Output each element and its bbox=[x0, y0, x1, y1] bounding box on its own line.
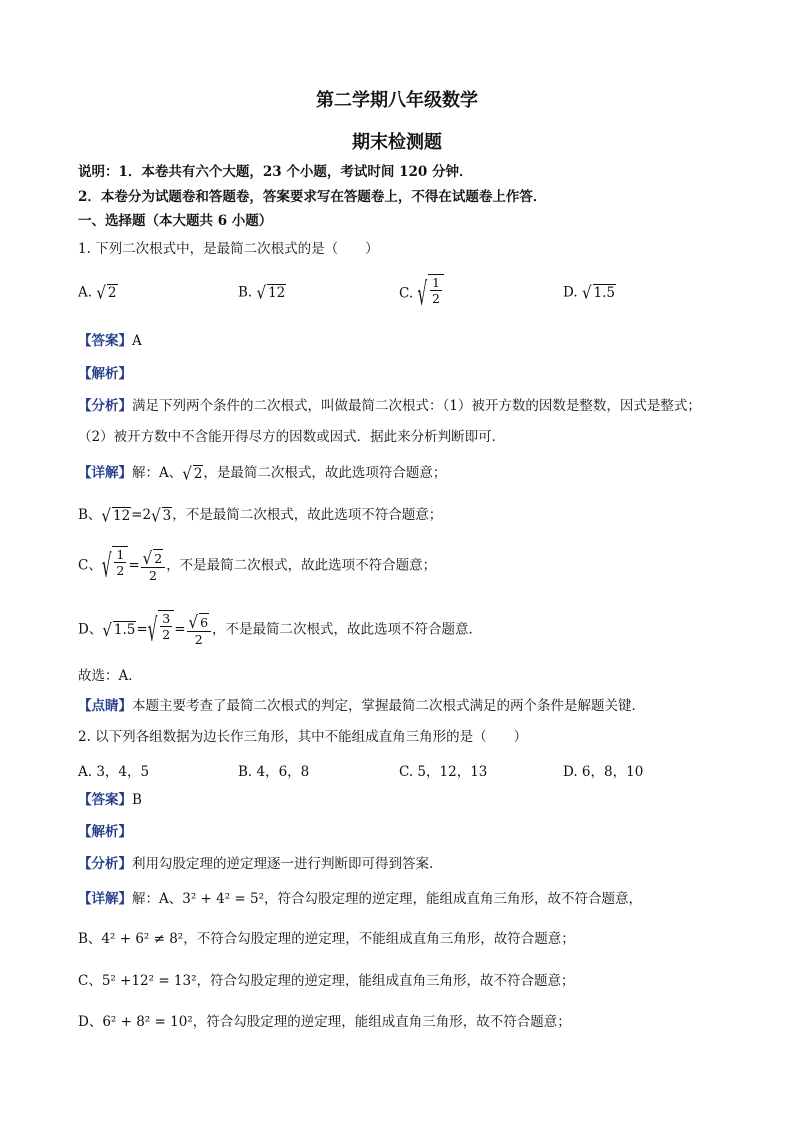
sqrt-expression: √ 2 bbox=[182, 463, 203, 484]
q2-option-d: D. 6，8，10 bbox=[563, 764, 644, 780]
section-heading: 一、选择题（本大题共 6 小题） bbox=[78, 213, 273, 229]
q1-stem: 1. 下列二次根式中，是最简二次根式的是（ ） bbox=[78, 241, 379, 257]
sqrt-expression: √ $\frac{3}{2}$ bbox=[148, 610, 175, 650]
q1-dianjing: 【点睛】本题主要考查了最简二次根式的判定，掌握最简二次根式满足的两个条件是解题关键． bbox=[78, 698, 645, 714]
q2-detail-a: 【详解】解：A、3² + 4² = 5²，符合勾股定理的逆定理，能组成直角三角形，故不符合题意， bbox=[78, 891, 643, 907]
fraction: √ 6 2 bbox=[187, 613, 212, 647]
q2-option-b: B. 4，6，8 bbox=[238, 764, 310, 780]
fraction: √ 2 2 bbox=[141, 549, 166, 583]
note-line-1: 说明：1．本卷共有六个大题，23 个小题，考试时间 120 分钟． bbox=[78, 164, 473, 180]
q2-answer: 【答案】B bbox=[78, 792, 142, 808]
sqrt-expression: √ $\frac{1}{2}$ bbox=[417, 274, 444, 314]
q1-detail-b: B、 √ 12 =2 √ 3 ，不是最简二次根式，故此选项不符合题意； bbox=[78, 505, 443, 526]
q1-detail-c: C、 √ $\frac{1}{2}$ = √ 2 2 ，不是最简二次根式，故此选项不符合题意； bbox=[78, 547, 437, 585]
q2-analysis-label: 【解析】 bbox=[78, 824, 132, 840]
q1-analysis-label: 【解析】 bbox=[78, 366, 132, 382]
q2-option-a: A. 3，4，5 bbox=[78, 764, 150, 780]
q2-detail-d: D、6² + 8² = 10²，符合勾股定理的逆定理，能组成直角三角形，故不符合题意； bbox=[78, 1014, 571, 1030]
q1-option-c: C. √ $\frac{1}{2}$ bbox=[399, 274, 444, 314]
q1-fenxi-cont: （2）被开方数中不含能开得尽方的因数或因式．据此来分析判断即可． bbox=[78, 429, 506, 445]
q1-answer: 【答案】A bbox=[78, 333, 142, 349]
sqrt-expression: √ 12 bbox=[256, 282, 286, 304]
q1-detail-d: D、 √ 1.5 = √ $\frac{3}{2}$ = √ 6 2 ，不是最简二次根式，故此选项不符合题意． bbox=[78, 611, 483, 649]
sqrt-expression: √ 2 bbox=[96, 282, 117, 304]
sqrt-expression: √ 12 bbox=[101, 505, 131, 526]
q2-option-c: C. 5，12，13 bbox=[399, 764, 488, 780]
q1-fenxi: 【分析】满足下列两个条件的二次根式，叫做最简二次根式：（1）被开方数的因数是整数，因式是整式； bbox=[78, 398, 701, 414]
q2-detail-b: B、4² + 6² ≠ 8²，不符合勾股定理的逆定理，不能组成直角三角形，故符合题意； bbox=[78, 931, 575, 947]
sqrt-expression: √ 3 bbox=[151, 505, 172, 526]
sqrt-expression: √ $\frac{1}{2}$ bbox=[102, 546, 129, 586]
q2-stem: 2. 以下列各组数据为边长作三角形，其中不能组成直角三角形的是（ ） bbox=[78, 729, 528, 745]
q2-detail-c: C、5² +12² = 13²，符合勾股定理的逆定理，能组成直角三角形，故不符合题意； bbox=[78, 973, 575, 989]
sqrt-expression: √ 1.5 bbox=[102, 619, 136, 641]
q1-option-a: A. √ 2 bbox=[78, 282, 117, 304]
q2-fenxi: 【分析】利用勾股定理的逆定理逐一进行判断即可得到答案． bbox=[78, 856, 443, 872]
q1-choose: 故选：A． bbox=[78, 668, 142, 684]
note-line-2: 2．本卷分为试题卷和答题卷，答案要求写在答题卷上，不得在试题卷上作答． bbox=[78, 189, 547, 205]
q1-detail-a: 【详解】解：A、 √ 2 ，是最简二次根式，故此选项符合题意； bbox=[78, 463, 447, 484]
page-title: 第二学期八年级数学 bbox=[316, 90, 478, 111]
sqrt-expression: √ 1.5 bbox=[581, 282, 615, 304]
q1-option-d: D. √ 1.5 bbox=[563, 282, 615, 304]
q1-option-b: B. √ 12 bbox=[238, 282, 286, 304]
page-subtitle: 期末检测题 bbox=[352, 132, 442, 153]
